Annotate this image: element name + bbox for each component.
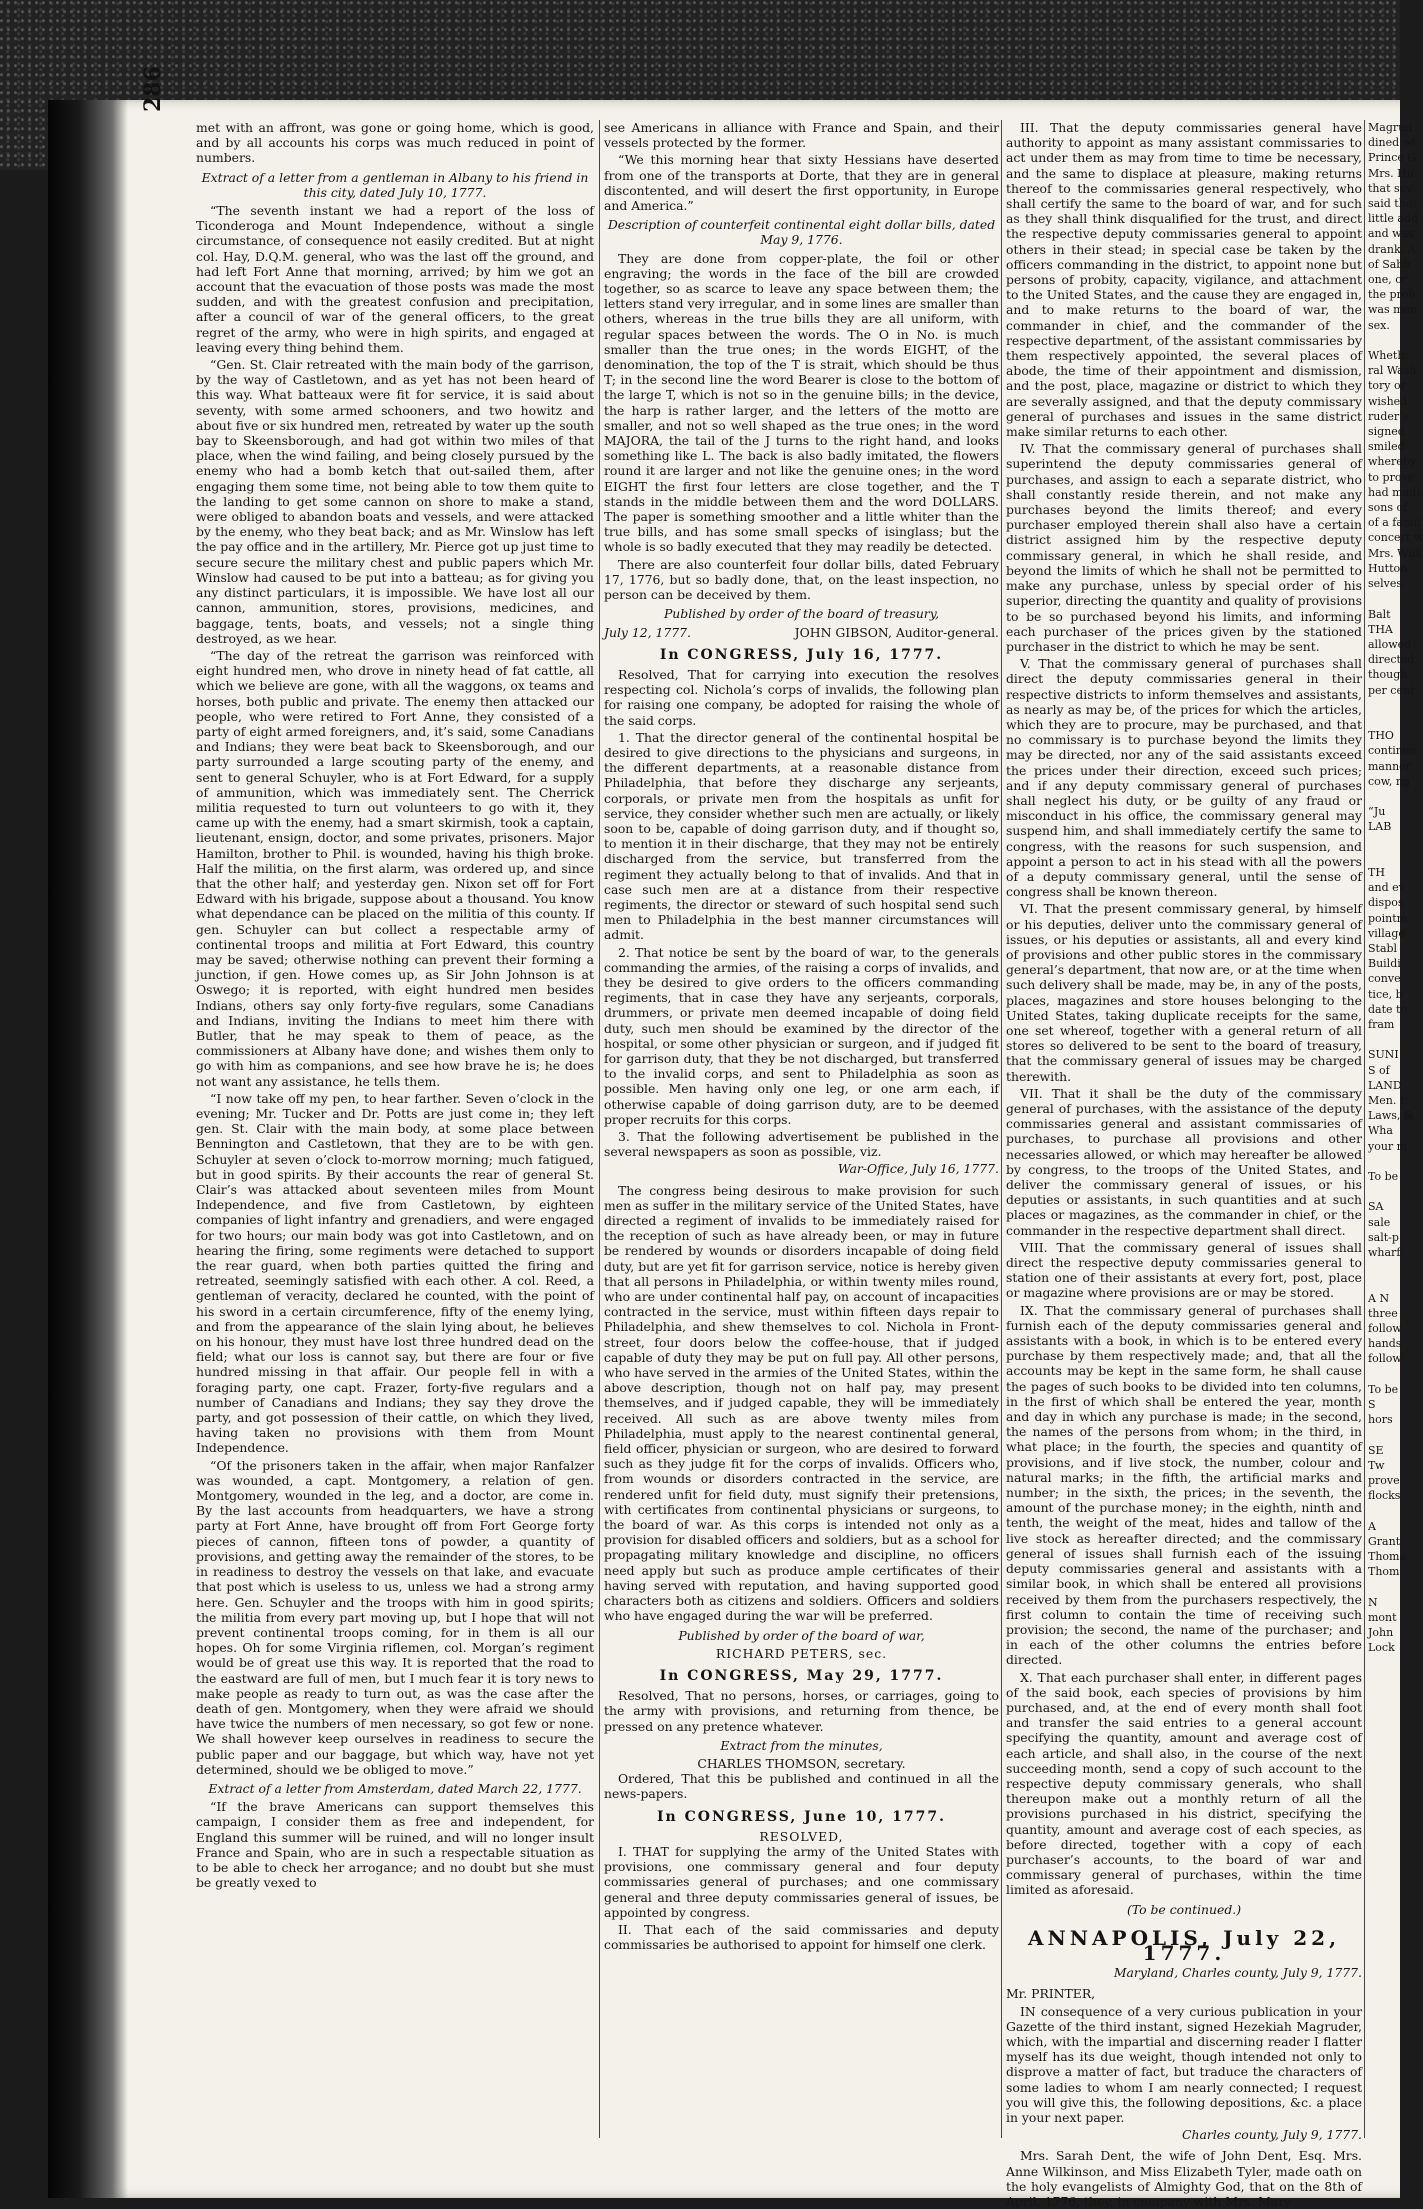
- publication-note: Published by order of the board of war,: [678, 1627, 925, 1643]
- fragment-line: one, or: [1368, 273, 1408, 287]
- fragment-line: dined wi: [1368, 136, 1416, 150]
- paragraph: IV. That the commissary general of purchases shall superintend the deputy commissaries general of purchases, and assign to each a separate district, who shall constantly reside therein, and not make any purchases beyond the limits thereof; and every purchaser employed therein shall also have a certain district assigned him by the respective deputy commissary general, in which he shall reside, and beyond the limits of which he shall not be permitted to make any purchase, unless by special order of his superior, directing the quantity and quality of provisions to be so purchased beyond his limits, and informing each purchaser of the prices given by the stationed purchaser in the district to which he may be sent.: [1006, 441, 1362, 654]
- fragment-line: directed: [1368, 653, 1415, 667]
- paragraph: VIII. That the commissary general of issues shall direct the respective deputy commissaries general to station one of their assistants at every fort, post, place or magazine where provisions are or may be stored.: [1006, 1239, 1362, 1301]
- fragment-line: hors: [1368, 1413, 1393, 1427]
- paragraph: II. That each of the said commissaries and deputy commissaries be authorised to appoint for himself one clerk.: [604, 1921, 999, 1953]
- fragment-line: SE: [1368, 1443, 1384, 1457]
- fragment-line: tory or: [1368, 379, 1406, 393]
- section-heading: In CONGRESS, July 16, 1777.: [659, 646, 944, 663]
- paragraph: 3. That the following advertisement be published in the several newspapers as soon as possible, viz.: [604, 1129, 999, 1160]
- fragment-line: follow: [1368, 1352, 1402, 1366]
- fragment-line: wharf,: [1368, 1246, 1404, 1260]
- fragment-line: cow, ng: [1368, 774, 1411, 788]
- fragment-line: Grant: [1368, 1534, 1401, 1548]
- signature-line: [604, 625, 999, 640]
- paragraph: “If the brave Americans can support themselves this campaign, I consider them as free and independent, for England this summer will be ruined, and will no longer insult France and Spain, who are in such a respectable situation as to be able to check her arrogance; and no doubt but she must be greatly vexed to: [196, 1799, 594, 1891]
- fragment-line: ruder’s: [1368, 409, 1409, 423]
- fragment-line: Men. t: [1368, 1094, 1405, 1107]
- paragraph: III. That the deputy commissaries general have authority to appoint as many assistant commissaries to act under them as may from time to time be necessary, and the same to displace at pleasure, making returns thereof to the commissaries general respectively, who shall certify the same to the board of war, and for such as they shall think disqualified for the trust, and direct the respective deputy commissaries general to appoint others in their stead; in special case be taken by the officers commanding in the district, to appoint none but persons of probity, capacity, vigilance, and attachment to the United States, and the cause they are engaged in, and to make returns to the board of war, the commander in chief, and the commander of the respective department, of the assistant commissaries by them respectively appointed, the several places of abode, the time of their appointment and dismission, and the post, place, magazine or district to which they are severally assigned, and that the deputy commissary general of purchases and issues in the same district make similar returns to each other.: [1006, 120, 1362, 440]
- fragment-line: three: [1368, 1306, 1398, 1320]
- fragment-line: sons of: [1368, 501, 1408, 515]
- fragment-line: Tw: [1368, 1458, 1385, 1472]
- paragraph: 2. That notice be sent by the board of war, to the generals commanding the armies, of the raising a corps of invalids, and they be desired to give orders to the officers commanding regiments, that in case they have any serjeants, corporals, drummers, or private men deemed incapable of doing field duty, such men should be examined by the director of the hospital, or some other physician or surgeon, and if judged fit for garrison duty, that they be not discharged, but transferred to the invalid corps, and sent to Philadelphia as soon as possible. Men having only one leg, or one arm each, if otherwise capable of doing garrison duty, are to be deemed proper recruits for this corps.: [604, 944, 999, 1127]
- signature-name: CHARLES THOMSON, secretary.: [697, 1755, 906, 1771]
- fragment-line: sale: [1368, 1215, 1391, 1229]
- signature-name: JOHN GIBSON, Auditor-general.: [794, 624, 999, 640]
- paragraph: “Gen. St. Clair retreated with the main body of the garrison, by the way of Castletown, and as yet has not been heard of this way. What batteaux were fit for service, it is said about seventy, with some armed schooners, and two howitz and about five or six hundred men, retreated by water up the south bay to Skeensborough, and had got within two miles of that place, when the wind failing, and being closely pursued by the enemy who had a bomb ketch that out-sailed them, after engaging them some time, not being able to tow them quite to the landing to get some cannon on shore to make a stand, were obliged to abandon boats and vessels, and were attacked by the enemy, who they beat back; and as Mr. Winslow has left the pay office and in the artillery, Mr. Pierce got up just time to secure secure the military chest and public papers which Mr. Winslow had caused to be put into a batteau; as for giving you any distinct particulars, it is impossible. We have lost all our cannon, ammunition, stores, provisions, medicines, and baggage, tents, boats, and vessels; not a single thing destroyed, as we hear.: [196, 357, 594, 646]
- extract-note: Extract from the minutes,: [720, 1737, 883, 1753]
- fragment-line: [1368, 1367, 1400, 1382]
- fragment-line: concert w: [1368, 531, 1423, 545]
- fragment-line: whereby: [1368, 455, 1417, 469]
- fragment-line: THO: [1368, 729, 1394, 743]
- fragment-line: that sev: [1368, 181, 1413, 195]
- fragment-line: drank, A: [1368, 242, 1416, 256]
- fragment-line: and was: [1368, 227, 1414, 241]
- fragment-line: had made: [1368, 485, 1423, 499]
- fragment-line: Buildi: [1368, 957, 1401, 971]
- fragment-line: allowed: [1368, 637, 1412, 651]
- fragment-line: Wheth: [1368, 349, 1405, 363]
- fragment-line: per cent: [1368, 683, 1415, 697]
- fragment-line: [1368, 1032, 1400, 1047]
- fragment-line: SUNI: [1368, 1048, 1399, 1062]
- fragment-line: LAB: [1368, 820, 1392, 834]
- signature-date: July 12, 1777.: [604, 624, 691, 640]
- fragment-line: SA: [1368, 1200, 1384, 1214]
- column-rule: [599, 120, 600, 2138]
- fragment-line: [1368, 1184, 1400, 1199]
- fragment-line: your m: [1368, 1139, 1408, 1153]
- fragment-line: Thom: [1368, 1565, 1400, 1579]
- fragment-line: Mrs. Hu: [1368, 166, 1414, 180]
- paragraph: Mrs. Sarah Dent, the wife of John Dent, Esq. Mrs. Anne Wilkinson, and Miss Elizabeth Tyler, made oath on the holy evangelists of Almighty God, that on the 8th of April, 1776, they, in company with Mrs. Mary: [1006, 2148, 1362, 2209]
- fragment-line: and ev: [1368, 881, 1405, 895]
- fragment-line: date to: [1368, 1002, 1408, 1016]
- fragment-line: Thoma: [1368, 1550, 1407, 1564]
- column-rule: [1364, 120, 1365, 2138]
- fragment-line: prove: [1368, 1474, 1400, 1488]
- fragment-line: Prince G: [1368, 151, 1417, 165]
- fragment-line: THA: [1368, 622, 1393, 636]
- fragment-line: [1368, 591, 1400, 606]
- fragment-line: A N: [1368, 1291, 1390, 1305]
- fragment-line: said the: [1368, 197, 1413, 211]
- column-rule: [1001, 120, 1002, 2138]
- fragment-line: flocks: [1368, 1489, 1401, 1503]
- fragment-line: LAND: [1368, 1078, 1402, 1092]
- fragment-line: tice, b: [1368, 987, 1403, 1001]
- fragment-line: [1368, 1580, 1400, 1595]
- fragment-line: [1368, 1275, 1400, 1290]
- paragraph: VI. That the present commissary general, by himself or his deputies, deliver unto the commissary general of issues, or his deputies or assistants, all and every kind of provisions and other public stores in the commissary general’s department, that now are, or at the time when such delivery shall be made, may be, in any of the posts, places, magazines and store houses belonging to the United States, taking duplicate receipts for the same, one set whereof, together with a general return of all stores so delivered to be sent to the board of treasury, that the commissary general of issues may be charged therewith.: [1006, 901, 1362, 1084]
- fragment-line: [1368, 698, 1400, 713]
- column-2: [604, 120, 999, 2158]
- fragment-line: [1368, 789, 1400, 804]
- fragment-line: mont: [1368, 1610, 1397, 1624]
- column-3: [1006, 120, 1362, 2209]
- fragment-line: ral Wash: [1368, 364, 1417, 378]
- fragment-line: was men: [1368, 303, 1418, 317]
- paragraph: “Of the prisoners taken in the affair, when major Ranfalzer was wounded, a capt. Montgomery, a relation of gen. Montgomery, wounded in the leg, and a doctor, are come in. By the last accounts from headquarters, we have a strong party at Fort Anne, have brought off from Fort George forty pieces of cannon, fifteen tons of powder, a quantity of provisions, and getting away the remainder of the stores, to be in readiness to destroy the vessels on that lake, and evacuate that post which is useless to us, unless we had a strong army here. Gen. Schuyler and the troops with him in good spirits; the militia from every part moving up, but I hope that will not prevent continental troops coming, for in them is all our hopes. Oh for some Virginia riflemen, col. Morgan’s regiment would be of great use this way. It is reported that the road to the eastward are full of men, but I much fear it is tory news to make people as ready to turn out, as was the case after the death of gen. Montgomery, when they were afraid we should have twice the numbers of men necessary, so got few or none. We shall however keep ourselves in readiness to secure the public paper and our baggage, but which way, have not yet determined, should we be obliged to move.”: [196, 1457, 594, 1777]
- fragment-line: little add: [1368, 212, 1419, 226]
- fragment-line: village: [1368, 926, 1405, 940]
- fragment-line: though: [1368, 668, 1408, 682]
- book-gutter: [48, 100, 128, 2198]
- paragraph: IN consequence of a very curious publication in your Gazette of the third instant, signed Hezekiah Magruder, which, with the impartial and discerning reader I flatter myself has its due weight, though intended not only to disprove a matter of fact, but traduce the characters of some ladies to whom I am nearly connected; I request you will give this, the following depositions, &c. a place in your next paper.: [1006, 2003, 1362, 2125]
- fragment-line: Stabl: [1368, 941, 1398, 955]
- dateline: Maryland, Charles county, July 9, 1777.: [1113, 1965, 1362, 1981]
- fragment-line: Wha: [1368, 1124, 1393, 1138]
- fragment-line: Hutton: [1368, 561, 1408, 575]
- paragraph: V. That the commissary general of purchases shall direct the deputy commissaries general in their respective districts to inform themselves and assistants, as nearly as may be, of the prices for which the articles, which they are to procure, may be purchased, and that no commissary is to purchase beyond the limits they may be directed, nor any of the said assistants exceed the prices under their direction, exceed such prices; and if any deputy commissary general of purchases shall neglect his duty, or be guilty of any fraud or misconduct in his office, the commissary general may suspend him, and shall immediately certify the same to congress, with the reasons for such suspension, and appoint a person to act in his stead with all the powers of a deputy commissary general, until the sense of congress shall be known thereon.: [1006, 656, 1362, 900]
- fragment-line: [1368, 1427, 1400, 1442]
- fragment-line: [1368, 835, 1400, 850]
- fragment-line: pointm: [1368, 911, 1408, 925]
- fragment-line: [1368, 713, 1400, 728]
- annapolis-heading: ANNAPOLIS, July 22, 1777.: [1027, 1925, 1341, 1965]
- fragment-line: [1368, 333, 1400, 348]
- fragment-line: dispos: [1368, 896, 1404, 910]
- fragment-line: of a famil: [1368, 516, 1421, 530]
- fragment-line: TH: [1368, 865, 1385, 879]
- resolved-heading: RESOLVED,: [759, 1828, 844, 1844]
- fragment-line: [1368, 1154, 1400, 1169]
- article-heading: Extract of a letter from a gentleman in Albany to his friend in this city, dated July 10, 1777.: [201, 169, 589, 200]
- section-heading: In CONGRESS, June 10, 1777.: [657, 1808, 946, 1825]
- fragment-line: Mrs. Wilk: [1368, 546, 1422, 560]
- fragment-line: Laws, &: [1368, 1109, 1414, 1123]
- paragraph: Resolved, That no persons, horses, or carriages, going to the army with provisions, and returning from thence, be pressed on any pretence whatever.: [604, 1688, 999, 1734]
- fragment-line: wished: [1368, 394, 1408, 408]
- dateline: Charles county, July 9, 1777.: [1181, 2127, 1362, 2143]
- fragment-line: [1368, 850, 1400, 865]
- fragment-line: To be: [1368, 1170, 1399, 1184]
- article-heading: Extract of a letter from Amsterdam, dated March 22, 1777.: [208, 1780, 582, 1796]
- fragment-line: “Ju: [1368, 805, 1386, 819]
- column-4-fragment: [1368, 120, 1423, 2158]
- fragment-line: hands: [1368, 1337, 1402, 1351]
- paragraph: Ordered, That this be published and continued in all the news-papers.: [604, 1771, 999, 1802]
- salutation: Mr. PRINTER,: [1006, 1986, 1096, 2002]
- paragraph: “The seventh instant we had a report of the loss of Ticonderoga and Mount Independence, without a single circumstance, of consequence not easily credited. But at night col. Hay, D.Q.M. general, who was the last off the ground, and had left Fort Anne that morning, arrived; by him we got an account that the evacuation of those posts was made the most sudden, and with the greatest confusion and precipitation, after a council of war of the general officers, to the great regret of the army, who were in high spirits, and engaged at leaving every thing behind them.: [196, 203, 594, 355]
- fragment-line: A: [1368, 1519, 1376, 1533]
- to-be-continued: (To be continued.): [1126, 1901, 1242, 1917]
- fragment-line: salt-p: [1368, 1230, 1399, 1244]
- paragraph: 1. That the director general of the continental hospital be desired to give directions to the physicians and surgeons, in the different departments, at a reasonable distance from Philadelphia, that before they discharge any serjeants, corporals, or private men from the hospitals as unfit for service, they consider whether such men are actually, or likely soon to be, capable of doing garrison duty, and if thought so, to mention it in their discharge, that they may not be entirely discharged from the service, but transferred from the regiment they actually belong to that of invalids. And that in case such men are at a distance from their respective regiments, the director or steward of such hospital send such men to Philadelphia in the best manner circumstances will admit.: [604, 729, 999, 943]
- fragment-line: smiled: [1368, 440, 1405, 454]
- paragraph: The congress being desirous to make provision for such men as suffer in the military service of the United States, have directed a regiment of invalids to be immediately raised for the reception of such as have already been, or may in future be rendered by wounds or disorders incapable of doing field duty, but are yet fit for garrison service, notice is hereby given that all persons in Philadelphia, or within twenty miles round, who are under continental half pay, on account of incapacities contracted in the service, must within fifteen days repair to Philadelphia, and shew themselves to col. Nichola in Front-street, four doors below the coffee-house, that if judged capable of duty they may be put on full pay. All other persons, who have served in the armies of the United States, within the above description, though not on half pay, may present themselves, and if judged capable, they will be immediately received. All such as are above twenty miles from Philadelphia, must apply to the nearest continental general, field officer, physician or surgeon, who are desired to forward such as they judge fit for the corps of invalids. Officers who, from wounds or disorders contracted in the service, are rendered unfit for field duty, must signify their pretensions, with certificates from continental physicians or surgeons, to the board of war. As this corps is intended not only as a provision for disabled officers and soldiers, but as a school for propagating military knowledge and discipline, no officers need apply but such as produce ample certificates of their having served with reputation, and having supported good characters both as citizens and soldiers. Officers and soldiers who have engaged during the war will be preferred.: [604, 1182, 999, 1624]
- paragraph: They are done from copper-plate, the foil or other engraving; the words in the face of the bill are crowded together, so as scarce to leave any space between them; the letters stand very irregular, and in some lines are smaller than others, whereas in the true bills they are all uniform, with regular spaces between the words. The O in No. is much smaller than the true ones; in the words EIGHT, of the denomination, the top of the T is strait, which should be thus T; in the second line the word Bearer is close to the bottom of the large T, which is not so in the genuine bills; in the device, the harp is rather larger, and the letters of the motto are smaller, and not so well shaped as the true ones; in the word MAJORA, the tail of the J turns to the right hand, and looks something like L. The back is also badly imitated, the flowers round it are larger and not like the genuine ones; in the word EIGHT the first four letters are close together, and the T stands in the middle between them and the word DOLLARS. The paper is something smoother and a little whiter than the true bills, and has some small specks of isinglass; but the whole is so badly executed that they may readily be detected.: [604, 250, 999, 555]
- fragment-line: signed: [1368, 425, 1405, 439]
- fragment-line: To be: [1368, 1382, 1399, 1396]
- article-heading: Description of counterfeit continental eight dollar bills, dated May 9, 1776.: [607, 217, 996, 248]
- signature-name: RICHARD PETERS, sec.: [715, 1645, 888, 1661]
- fragment-line: follow: [1368, 1322, 1402, 1336]
- fragment-line: S of: [1368, 1063, 1390, 1077]
- paragraph: Resolved, That for carrying into execution the resolves respecting col. Nichola’s corps of invalids, the following plan for raising one company, be adopted for raising the whole of the said corps.: [604, 666, 999, 728]
- fragment-line: Balt: [1368, 607, 1391, 621]
- paragraph: met with an affront, was gone or going home, which is good, and by all accounts his corps was much reduced in point of numbers.: [196, 120, 594, 166]
- fragment-line: Lock: [1368, 1641, 1395, 1655]
- fragment-line: [1368, 1260, 1400, 1275]
- fragment-line: John: [1368, 1626, 1394, 1640]
- fragment-line: the prob: [1368, 288, 1416, 302]
- publication-note: Published by order of the board of treasury,: [663, 606, 940, 622]
- paragraph: see Americans in alliance with France and Spain, and their vessels protected by the former.: [604, 120, 999, 151]
- fragment-line: [1368, 1503, 1400, 1518]
- fragment-line: sex.: [1368, 318, 1390, 332]
- fragment-line: of Sabb: [1368, 257, 1411, 271]
- fragment-line: selves.: [1368, 577, 1406, 591]
- fragment-line: Magrud: [1368, 121, 1413, 134]
- paragraph: There are also counterfeit four dollar bills, dated February 17, 1776, but so badly done, that, on the least inspection, no person can be deceived by them.: [604, 556, 999, 603]
- page-number: 286: [140, 66, 166, 112]
- paragraph: VII. That it shall be the duty of the commissary general of purchases, with the assistance of the deputy commissaries general and assistant commissaries of purchases, to purchase all provisions and other necessaries allowed, or which may hereafter be allowed by congress, to the troops of the United States, and deliver the commissary general of issues, or his deputies or assistants, in such quantities and at such places or magazines, as the commander in chief, or the commander in the respective department shall direct.: [1006, 1085, 1362, 1238]
- fragment-line: fram: [1368, 1017, 1395, 1031]
- column-1: [196, 120, 594, 2158]
- fragment-line: S: [1368, 1398, 1376, 1412]
- fragment-line: conve: [1368, 972, 1401, 986]
- fragment-line: N: [1368, 1595, 1378, 1609]
- paragraph: “I now take off my pen, to hear farther. Seven o’clock in the evening; Mr. Tucker and Dr. Potts are just come in; they left gen. St. Clair with the main body, at some place between Bennington and Castletown, that they are to be with gen. Schuyler at seven o’clock to-morrow morning; much fatigued, but in good spirits. By their accounts the rear of general St. Clair’s was attacked about seventeen miles from Mount Independence, and five from Castletown, by eighteen companies of light infantry and grenadiers, and were engaged for two hours; our main body was got into Castletown, and on hearing the firing, some regiments were detached to support the rear guard, when both parties quitted the firing and retreated, seemingly satisfied with each other. A col. Reed, a gentleman of veracity, declared he counted, with the point of his sword in a certain circumference, fifty of the enemy lying, and from the appearance of the slain lying about, he believes on his honour, they must have lost three hundred dead on the field; what our loss is cannot say, but there are four or five hundred missing in that affair. Our people fell in with a foraging party, one capt. Frazer, forty-five regulars and a number of Canadians and Indians; they say they drove the party, and got possession of their cattle, on which they lived, having taken no provisions with them from Mount Independence.: [196, 1090, 594, 1456]
- paragraph: IX. That the commissary general of purchases shall furnish each of the deputy commissaries general and assistants with a book, in which is to be entered every purchase by them respectively made; and, that all the accounts may be kept in the same form, he shall cause the pages of such books to be divided into ten columns, in the first of which shall be entered the year, month and day in which any purchase is made; in the second, the names of the persons from whom; in the third, in what place; in the fourth, the species and quantity of provisions, and if live stock, the number, colour and natural marks; in the fifth, the artificial marks and number; in the sixth, the prices; in the seventh, the amount of the purchase money; in the eighth, ninth and tenth, the weight of the meat, hides and tallow of the live stock as hereafter directed; and the commissary general of issues shall furnish each of the issuing deputy commissaries general and assistants with a similar book, in which shall be entered all provisions received by them from the purchasers respectively, the first column to contain the time of receiving such provision; the second, the name of the purchaser; and in each of the other columns the entries before directed.: [1006, 1302, 1362, 1668]
- dateline: War-Office, July 16, 1777.: [837, 1161, 999, 1177]
- section-heading: In CONGRESS, May 29, 1777.: [659, 1667, 944, 1684]
- fragment-line: manner: [1368, 759, 1411, 773]
- fragment-line: continue: [1368, 744, 1417, 758]
- paragraph: I. THAT for supplying the army of the United States with provisions, one commissary general and four deputy commissaries general of purchases; and one commissary general and three deputy commissaries general of issues, be appointed by congress.: [604, 1843, 999, 1920]
- paragraph: “We this morning hear that sixty Hessians have deserted from one of the transports at Dorte, that they are in general discontented, and will desert the first opportunity, in Europe and America.”: [604, 152, 999, 214]
- fragment-line: to prove: [1368, 470, 1415, 484]
- paragraph: “The day of the retreat the garrison was reinforced with eight hundred men, who drove in ninety head of fat cattle, all which we believe are gone, with all the waggons, ox teams and horses, both public and private. The enemy then attacked our people, who were retired to Fort Anne, they consisted of a party of eight armed foreigners, and, it’s said, some Canadians and Indians; they were beat back to Skeensborough, and our party surrounded a large scouting party of the enemy, and sent to general Schuyler, who is at Fort Edward, for a supply of ammunition, which was immediately sent. The Cherrick militia requested to turn out volunteers to go with it, they came up with the enemy, had a smart skirmish, took a captain, lieutenant, ensign, doctor, and some privates, prisoners. Major Hamilton, brother to Phil. is wounded, having his thigh broke. Half the militia, on the first alarm, was ordered up, and since that the other half; and yesterday gen. Nixon set off for Fort Edward with his brigade, suppose about a thousand. You know what dependance can be placed on the militia of this county. If gen. Schuyler can but collect a respectable army of continental troops and militia at Fort Edward, this country may be saved; otherwise nothing can prevent their forming a junction, if gen. Howe comes up, as Sir John Johnson is at Oswego; it is reported, with eight hundred men besides Indians, others say only forty-five regulars, some Canadians and Indians, inviting the Indians to meet him there with Butler, that he may speak to them of peace, as the commissioners at Albany have done; and wishes them only to go with him as companions, and see how brave he is; he does not want any assistance, he tells them.: [196, 647, 594, 1089]
- paragraph: X. That each purchaser shall enter, in different pages of the said book, each species of provisions by him purchased, and, at the end of every month shall foot and transfer the said entries to a general account specifying the quantity, amount and average cost of each article, and shall also, in the course of the next succeeding month, send a copy of such account to the respective deputy commissary generals, who shall thereupon make out a monthly return of all the provisions purchased in his district, specifying the quantity, amount and average cost of each species, as before directed, together with a copy of each purchaser’s accounts, to the board of war and commissary general of purchases, within the time limited as aforesaid.: [1006, 1669, 1362, 1898]
